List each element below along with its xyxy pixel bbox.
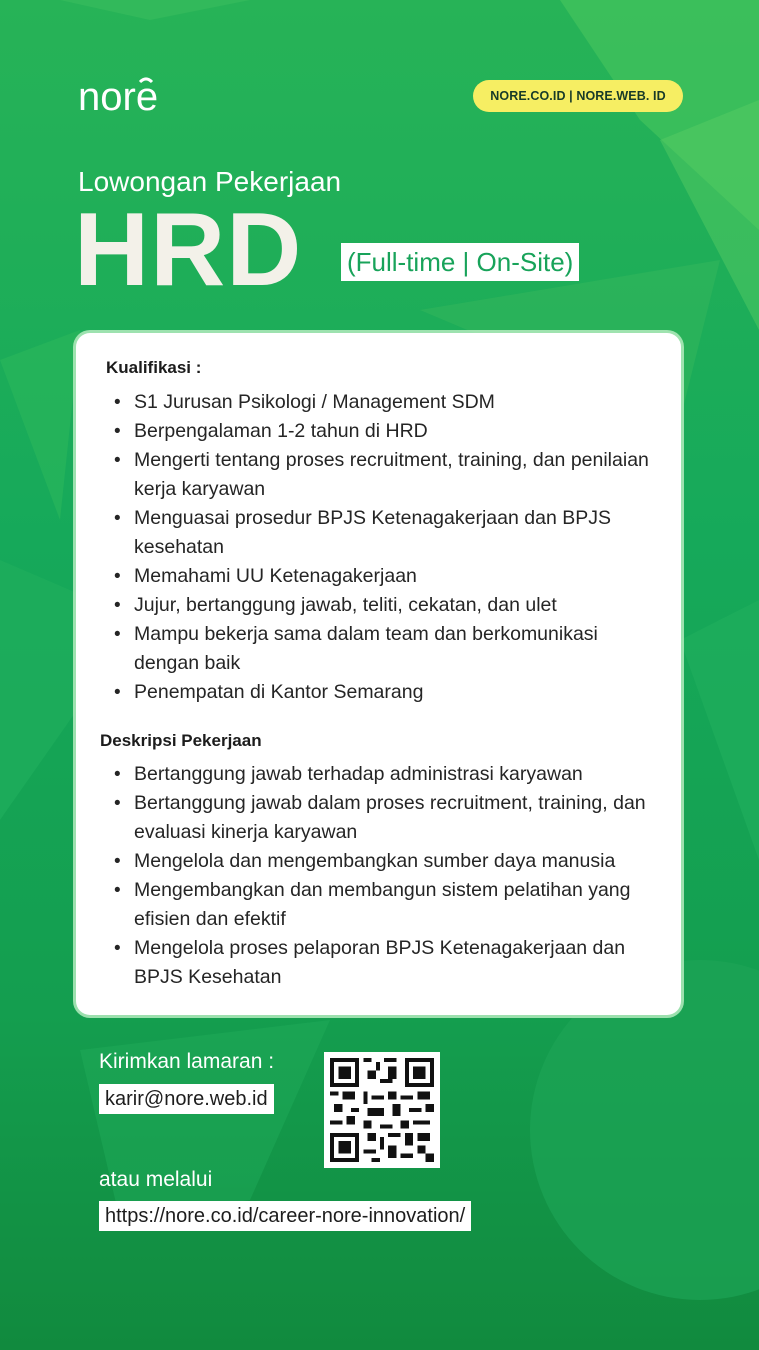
job-description-title: Deskripsi Pekerjaan	[100, 731, 262, 750]
job-type-badge: (Full-time | On-Site)	[341, 243, 579, 281]
qualifications-list	[112, 388, 652, 707]
job-description-list	[112, 760, 662, 992]
nore-logo	[78, 74, 174, 123]
list-item: • Mengelola proses pelaporan BPJS Ketenagakerjaan dan BPJS Kesehatan	[112, 934, 662, 992]
qr-code-icon[interactable]	[324, 1052, 440, 1168]
list-item: • Mengerti tentang proses recruitment, training, dan penilaian kerja karyawan	[112, 446, 652, 504]
list-item: • Mengembangkan dan membangun sistem pelatihan yang efisien dan efektif	[112, 876, 662, 934]
job-title: HRD	[74, 192, 303, 308]
page-subtitle: Lowongan Pekerjaan	[78, 166, 342, 197]
job-details-card	[76, 333, 681, 1015]
logo-text: nore	[78, 75, 159, 118]
list-item: • Penempatan di Kantor Semarang	[112, 678, 652, 707]
list-item: • S1 Jurusan Psikologi / Management SDM	[112, 388, 652, 417]
list-item: • Jujur, bertanggung jawab, teliti, cekatan, dan ulet	[112, 591, 652, 620]
send-application-label: Kirimkan lamaran :	[99, 1050, 275, 1073]
list-item: • Memahami UU Ketenagakerjaan	[112, 562, 652, 591]
qualifications-title: Kualifikasi :	[106, 358, 202, 377]
list-item: • Menguasai prosedur BPJS Ketenagakerjaan dan BPJS kesehatan	[112, 504, 652, 562]
alternative-label: atau melalui	[99, 1168, 213, 1191]
list-item: • Bertanggung jawab terhadap administrasi karyawan	[112, 760, 662, 789]
career-url-link[interactable]: https://nore.co.id/career-nore-innovation/	[99, 1201, 471, 1231]
websites-badge: NORE.CO.ID | NORE.WEB. ID	[473, 80, 683, 112]
list-item: • Mampu bekerja sama dalam team dan berkomunikasi dengan baik	[112, 620, 652, 678]
application-email[interactable]: karir@nore.web.id	[99, 1084, 274, 1114]
list-item: • Berpengalaman 1-2 tahun di HRD	[112, 417, 652, 446]
list-item: • Bertanggung jawab dalam proses recruitment, training, dan evaluasi kinerja karyawan	[112, 789, 662, 847]
list-item: • Mengelola dan mengembangkan sumber daya manusia	[112, 847, 662, 876]
